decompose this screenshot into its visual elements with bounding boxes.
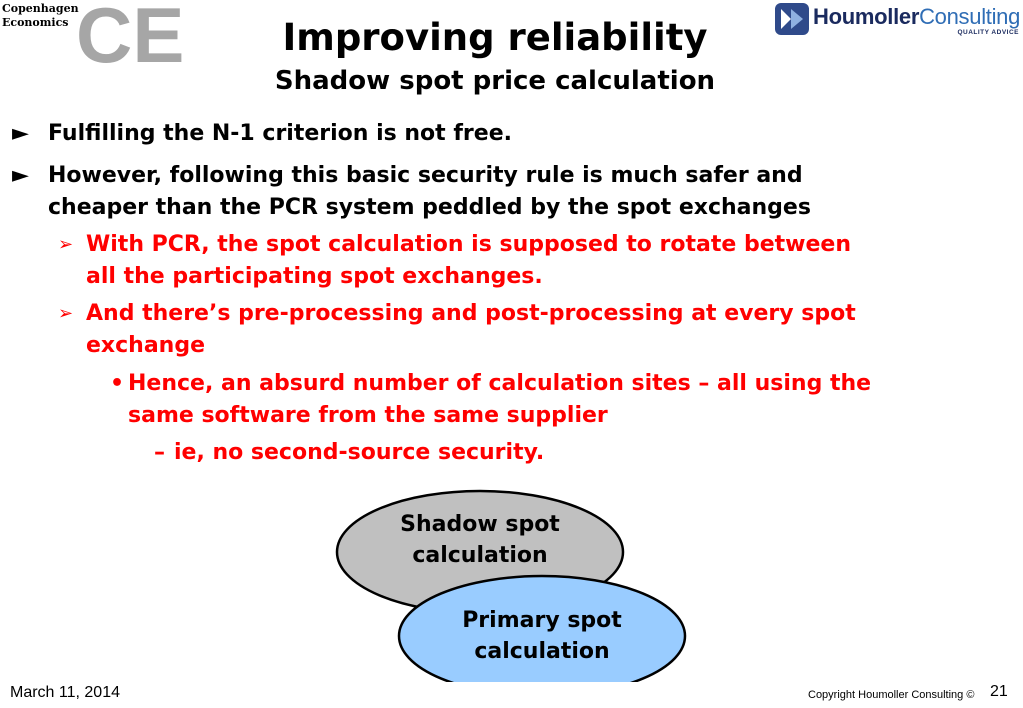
ce-text-line2: Economics — [2, 16, 69, 29]
sub-sub-sub-bullet-marker: – — [154, 440, 165, 465]
sub-sub-bullet-item — [110, 368, 1020, 432]
sub-bullet-text-line2: exchange — [86, 333, 205, 358]
calculation-diagram — [330, 482, 690, 682]
sub-sub-bullet-text-line2: same software from the same supplier — [128, 403, 608, 428]
sub-sub-sub-bullet-text: ie, no second-source security. — [174, 440, 545, 465]
shadow-label-line1: Shadow spot — [400, 512, 560, 537]
sub-bullet-marker: ➢ — [58, 303, 74, 324]
sub-bullet-item — [58, 298, 1018, 362]
slide-subtitle: Shadow spot price calculation — [274, 66, 716, 96]
ce-logo-letters: CE — [76, 0, 185, 68]
primary-calculation-label — [422, 605, 662, 667]
bullet-item — [12, 118, 1012, 150]
houmoller-tagline: QUALITY ADVICE — [957, 29, 1019, 36]
bullet-item — [12, 160, 1012, 224]
ce-text-line1: Copenhagen — [2, 2, 79, 15]
sub-bullet-item — [58, 229, 1018, 293]
page-number: 21 — [990, 683, 1008, 700]
bullet-text-line1: However, following this basic security rule is much safer and — [48, 163, 803, 188]
sub-sub-bullet-marker: • — [110, 371, 125, 396]
houmoller-name-bold: Houmoller — [813, 4, 920, 29]
sub-sub-bullet-text-line1: Hence, an absurd number of calculation sites – all using the — [128, 371, 872, 396]
sub-bullet-marker: ➢ — [58, 234, 74, 255]
sub-sub-sub-bullet-item — [154, 437, 1014, 469]
primary-label-line2: calculation — [474, 639, 610, 664]
primary-label-line1: Primary spot — [462, 608, 622, 633]
slide-title: Improving reliability — [282, 16, 708, 59]
sub-bullet-text-line1: With PCR, the spot calculation is supposed to rotate between — [86, 232, 851, 257]
sub-bullet-text-line1: And there’s pre-processing and post-processing at every spot — [86, 301, 856, 326]
footer-date: March 11, 2014 — [10, 684, 120, 701]
bullet-text-line2: cheaper than the PCR system peddled by the spot exchanges — [48, 195, 811, 220]
bullet-marker: ► — [12, 121, 29, 146]
shadow-label-line2: calculation — [412, 543, 548, 568]
footer-copyright: Copyright Houmoller Consulting © — [808, 689, 975, 701]
houmoller-name-light: Consulting — [919, 4, 1021, 29]
bullet-marker: ► — [12, 163, 29, 188]
bullet-text: Fulfilling the N-1 criterion is not free. — [48, 121, 512, 146]
shadow-calculation-label — [360, 509, 600, 571]
sub-bullet-text-line2: all the participating spot exchanges. — [86, 264, 543, 289]
